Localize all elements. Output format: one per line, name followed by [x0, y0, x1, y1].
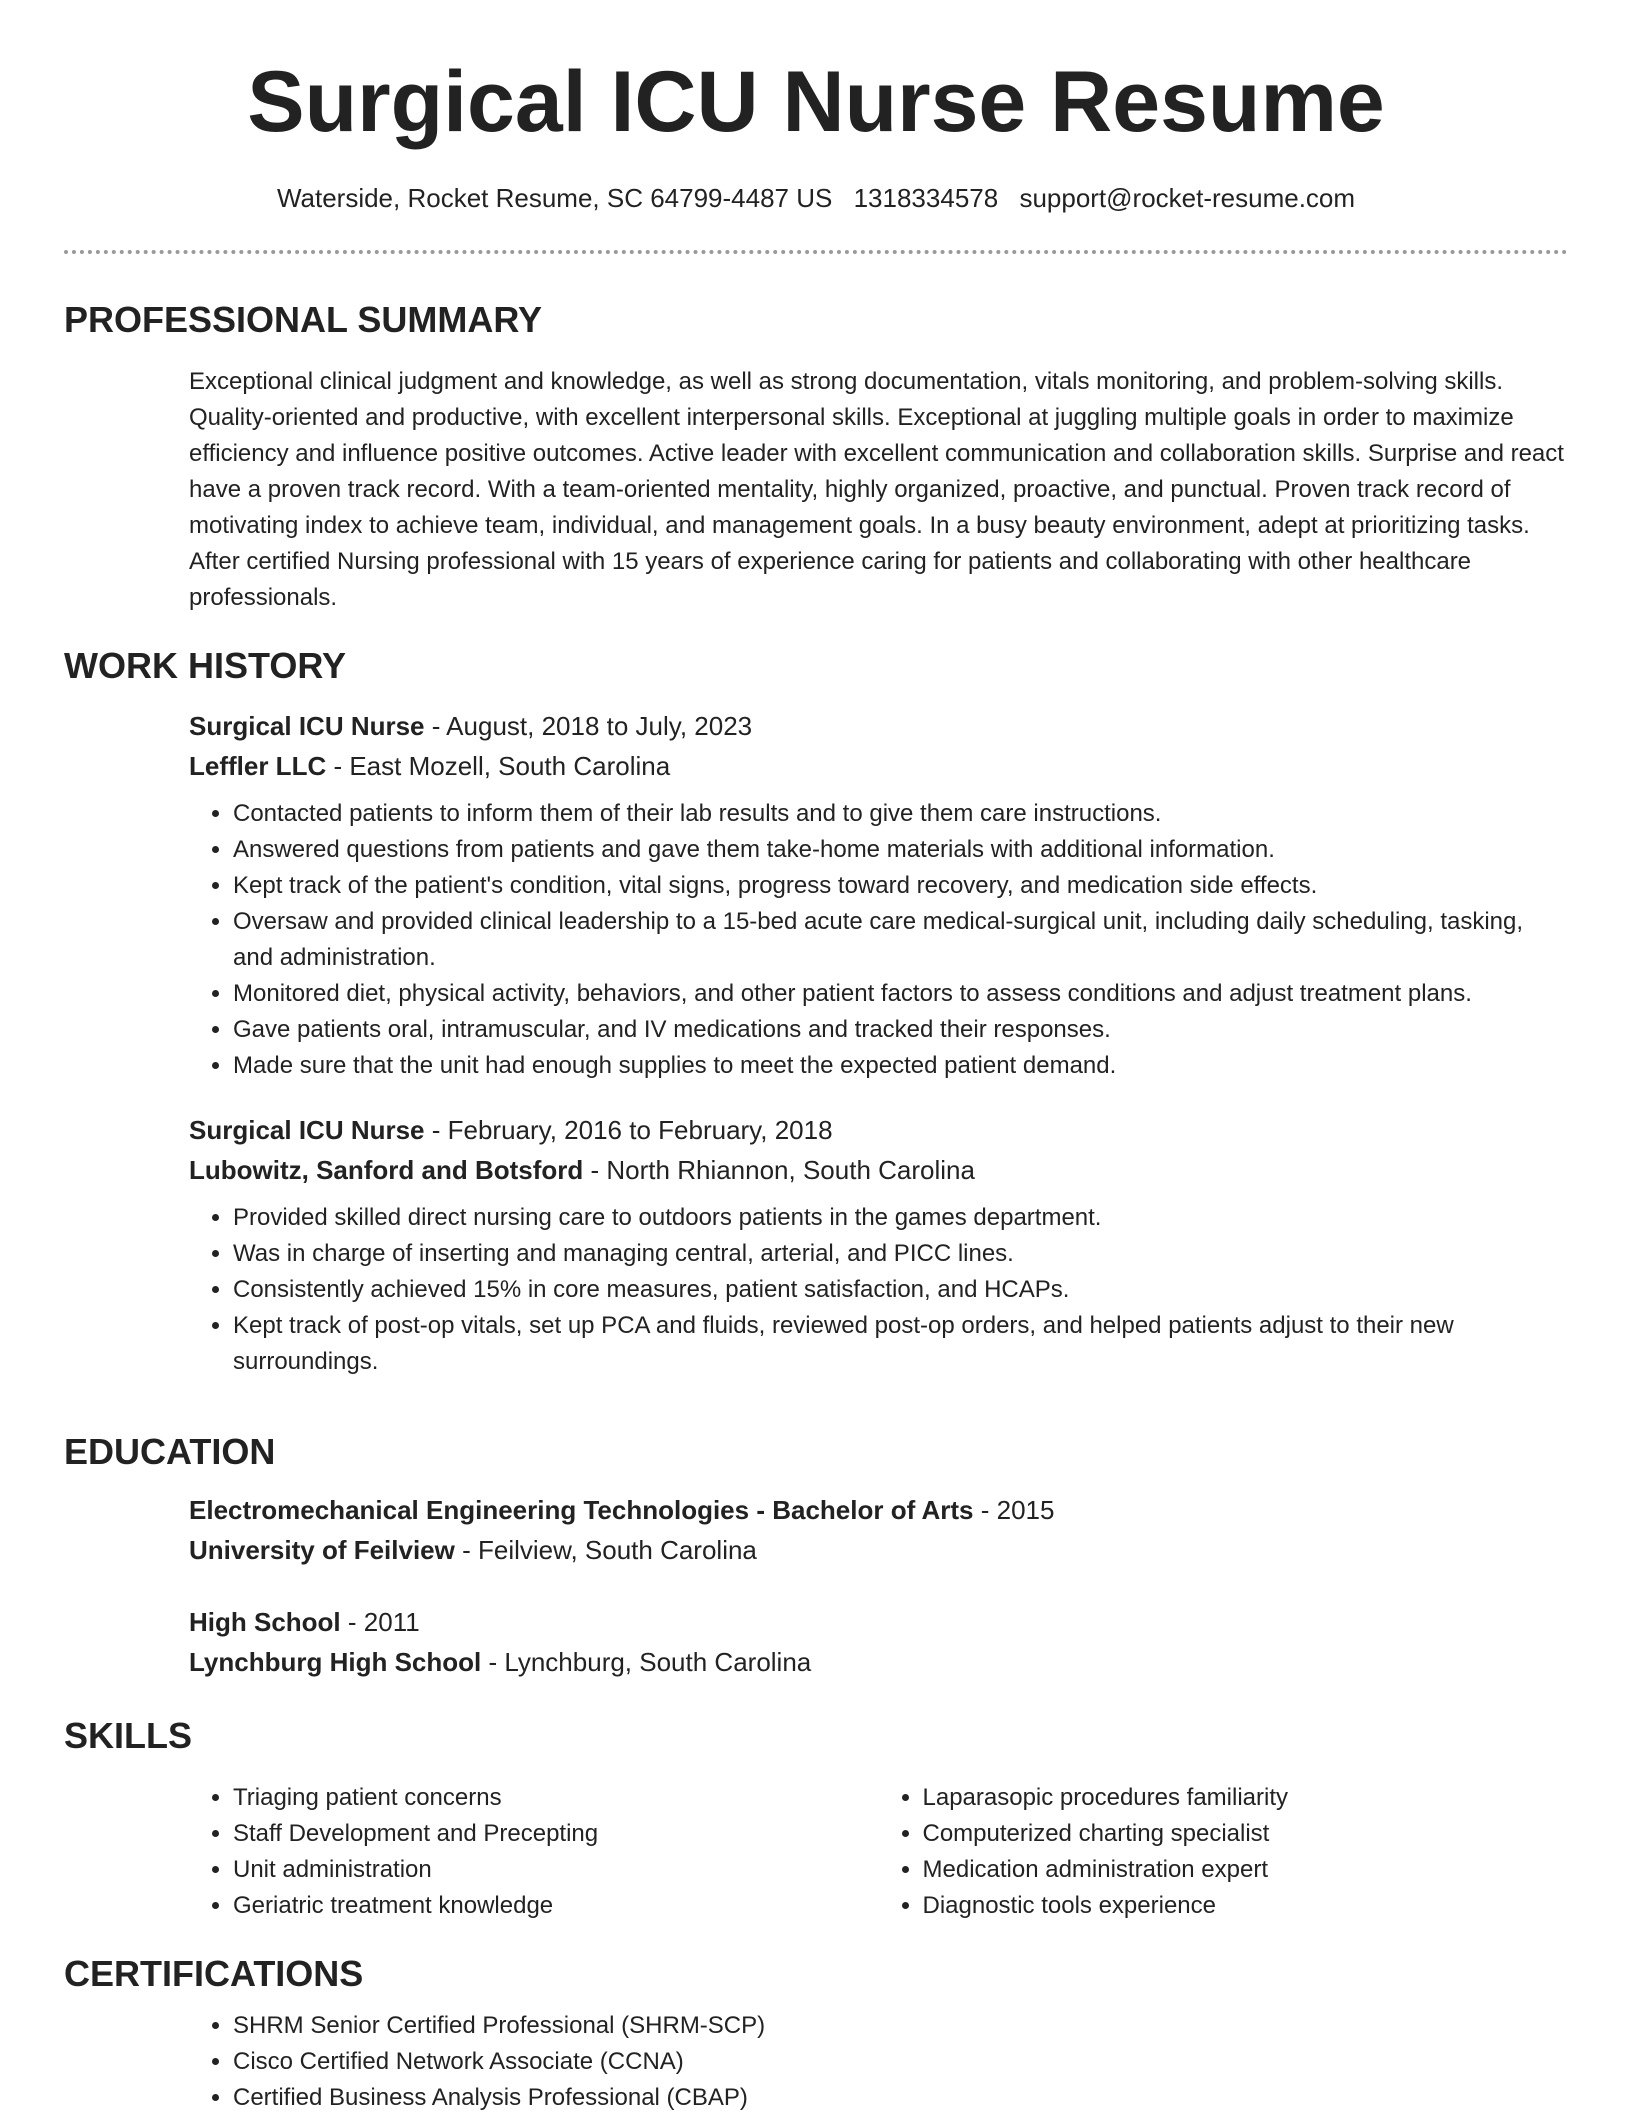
job-bullet: • Monitored diet, physical activity, behaviors, and other patient factors to assess conditions and adjust treatment plans.: [233, 976, 1568, 1012]
skills-list-left: [189, 1780, 879, 1924]
job-bullet: • Gave patients oral, intramuscular, and IV medications and tracked their responses.: [233, 1012, 1568, 1048]
education-section: [64, 1430, 1568, 1682]
education-location: - Lynchburg, South Carolina: [481, 1647, 812, 1677]
education-school-line: [189, 1530, 1568, 1570]
job-dates: - August, 2018 to July, 2023: [424, 711, 753, 741]
job-location: - North Rhiannon, South Carolina: [583, 1155, 975, 1185]
section-heading-work: WORK HISTORY: [64, 645, 347, 686]
header-divider: [64, 250, 1568, 254]
job-bullet: • Provided skilled direct nursing care to outdoors patients in the games department.: [233, 1200, 1568, 1236]
job-bullet: • Kept track of the patient's condition, vital signs, progress toward recovery, and medication side effects.: [233, 868, 1568, 904]
job-bullet: • Answered questions from patients and gave them take-home materials with additional information.: [233, 832, 1568, 868]
job-location: - East Mozell, South Carolina: [326, 751, 671, 781]
resume-title: Surgical ICU Nurse Resume: [247, 54, 1385, 150]
job-title-line: [189, 1110, 1568, 1150]
job-bullet: • Kept track of post-op vitals, set up PCA and fluids, reviewed post-op orders, and helped patients adjust to their new surroundings.: [233, 1308, 1568, 1380]
skill-item: • Unit administration: [233, 1852, 879, 1888]
skills-columns: [189, 1770, 1568, 1924]
skill-item: • Laparasopic procedures familiarity: [923, 1780, 1569, 1816]
job-bullet: • Was in charge of inserting and managing central, arterial, and PICC lines.: [233, 1236, 1568, 1272]
education-degree: High School: [189, 1607, 341, 1637]
summary-text: Exceptional clinical judgment and knowledge, as well as strong documentation, vitals monitoring, and problem-solving skills. Quality-oriented and productive, with excellent interpersonal skills. Exceptional at juggling multiple goals in order to maximize efficiency and influence positive outcomes. Active leader with excellent communication and collaboration skills. Surprise and react have a proven track record. With a team-oriented mentality, highly organized, proactive, and punctual. Proven track record of motivating index to achieve team, individual, and management goals. In a busy beauty environment, adept at prioritizing tasks. After certified Nursing professional with 15 years of experience caring for patients and collaborating with other healthcare professionals.: [189, 368, 1564, 611]
education-degree: Electromechanical Engineering Technologies - Bachelor of Arts: [189, 1495, 974, 1525]
skill-item: • Diagnostic tools experience: [923, 1888, 1569, 1924]
job-company: Leffler LLC: [189, 751, 327, 781]
certification-item: • Certified Business Analysis Professional (CBAP): [233, 2080, 1568, 2116]
section-heading-skills: SKILLS: [64, 1715, 193, 1756]
skill-item: • Triaging patient concerns: [233, 1780, 879, 1816]
job-title-line: [189, 706, 1568, 746]
education-entry: [189, 1602, 1568, 1682]
skill-item: • Computerized charting specialist: [923, 1816, 1569, 1852]
job-bullet: • Oversaw and provided clinical leadership to a 15-bed acute care medical-surgical unit, including daily scheduling, tasking, and administration.: [233, 904, 1568, 976]
summary-section: [64, 298, 1568, 616]
job-bullet: • Contacted patients to inform them of their lab results and to give them care instructions.: [233, 796, 1568, 832]
education-entry: [189, 1490, 1568, 1570]
certification-item: • SHRM Senior Certified Professional (SHRM-SCP): [233, 2008, 1568, 2044]
education-school: University of Feilview: [189, 1535, 455, 1565]
contact-address: Waterside, Rocket Resume, SC 64799-4487 US: [276, 183, 833, 213]
job-company: Lubowitz, Sanford and Botsford: [189, 1155, 584, 1185]
education-location: - Feilview, South Carolina: [454, 1535, 757, 1565]
skill-item: • Staff Development and Precepting: [233, 1816, 879, 1852]
contact-phone: 1318334578: [853, 183, 999, 213]
job-title: Surgical ICU Nurse: [189, 711, 425, 741]
section-heading-certifications: CERTIFICATIONS: [64, 1953, 364, 1994]
education-degree-line: [189, 1602, 1568, 1642]
certification-item: • Cisco Certified Network Associate (CCNA): [233, 2044, 1568, 2080]
skills-list-right: [879, 1780, 1569, 1924]
skill-item: • Geriatric treatment knowledge: [233, 1888, 879, 1924]
contact-email: support@rocket-resume.com: [1019, 183, 1356, 213]
education-year: - 2011: [340, 1607, 420, 1637]
work-history-section: [64, 644, 1568, 1380]
job-bullets: [189, 796, 1568, 1084]
certifications-section: [64, 1952, 1568, 2116]
job-bullet: • Consistently achieved 15% in core measures, patient satisfaction, and HCAPs.: [233, 1272, 1568, 1308]
job-bullets: [189, 1200, 1568, 1380]
section-heading-summary: PROFESSIONAL SUMMARY: [64, 299, 543, 340]
education-school-line: [189, 1642, 1568, 1682]
job-company-line: [189, 1150, 1568, 1190]
education-degree-line: [189, 1490, 1568, 1530]
job-entry: [189, 1110, 1568, 1380]
skills-section: [64, 1714, 1568, 1924]
section-heading-education: EDUCATION: [64, 1431, 276, 1472]
certifications-list: [189, 2008, 1568, 2116]
education-school: Lynchburg High School: [189, 1647, 482, 1677]
contact-line: [0, 180, 1632, 216]
job-company-line: [189, 746, 1568, 786]
education-year: - 2015: [973, 1495, 1055, 1525]
job-entry: [189, 706, 1568, 1084]
job-title: Surgical ICU Nurse: [189, 1115, 425, 1145]
job-bullet: • Made sure that the unit had enough supplies to meet the expected patient demand.: [233, 1048, 1568, 1084]
skill-item: • Medication administration expert: [923, 1852, 1569, 1888]
job-dates: - February, 2016 to February, 2018: [424, 1115, 833, 1145]
